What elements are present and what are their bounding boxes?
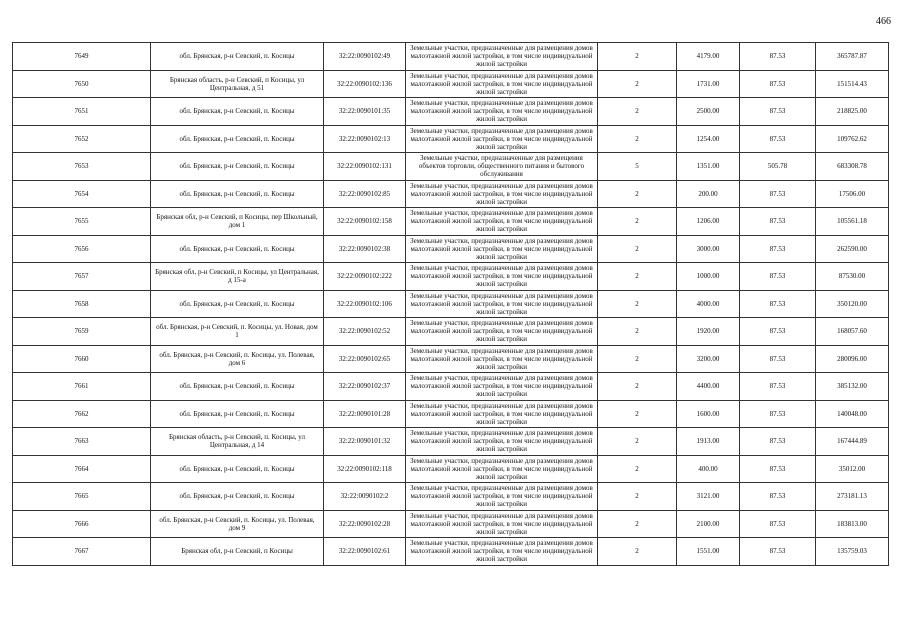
row-id-cell: 7661 bbox=[13, 373, 151, 401]
table-row bbox=[13, 263, 889, 291]
row-id-cell: 7656 bbox=[13, 235, 151, 263]
cadastral-value-cell: 35012.00 bbox=[816, 455, 889, 483]
land-use-cell: Земельные участки, предназначенные для размещения домов малоэтажной жилой застройки, в том числе индивидуальной жилой застройки bbox=[406, 373, 598, 401]
land-use-cell: Земельные участки, предназначенные для размещения домов малоэтажной жилой застройки, в том числе индивидуальной жилой застройки bbox=[406, 345, 598, 373]
row-id-cell: 7655 bbox=[13, 208, 151, 236]
area-cell: 1351.00 bbox=[677, 153, 740, 181]
cadastral-value-cell: 280096.00 bbox=[816, 345, 889, 373]
land-use-cell: Земельные участки, предназначенные для размещения домов малоэтажной жилой застройки, в том числе индивидуальной жилой застройки bbox=[406, 455, 598, 483]
cadastral-number-cell: 32:22:0090102:2 bbox=[324, 483, 406, 511]
group-cell: 2 bbox=[598, 263, 677, 291]
table-row bbox=[13, 153, 889, 181]
cadastral-value-cell: 87530.00 bbox=[816, 263, 889, 291]
area-cell: 3000.00 bbox=[677, 235, 740, 263]
land-use-cell: Земельные участки, предназначенные для размещения объектов торговли, общественного питания и бытового обслуживания bbox=[406, 153, 598, 181]
row-id-cell: 7651 bbox=[13, 98, 151, 126]
cadastral-value-cell: 151514.43 bbox=[816, 70, 889, 98]
table-row bbox=[13, 455, 889, 483]
address-cell: обл. Брянская, р-н Севский, п. Косицы bbox=[151, 373, 324, 401]
area-cell: 400.00 bbox=[677, 455, 740, 483]
group-cell: 2 bbox=[598, 290, 677, 318]
group-cell: 2 bbox=[598, 400, 677, 428]
cadastral-number-cell: 32:22:0090102:38 bbox=[324, 235, 406, 263]
address-cell: обл. Брянская, р-н Севский, п. Косицы, ул. Новая, дом 1 bbox=[151, 318, 324, 346]
rate-cell: 87.53 bbox=[740, 235, 816, 263]
address-cell: обл. Брянская, р-н Севский, п. Косицы bbox=[151, 153, 324, 181]
rate-cell: 87.53 bbox=[740, 483, 816, 511]
area-cell: 1731.00 bbox=[677, 70, 740, 98]
row-id-cell: 7653 bbox=[13, 153, 151, 181]
address-cell: Брянская обл, р-н Севский, п Косицы bbox=[151, 538, 324, 566]
area-cell: 4400.00 bbox=[677, 373, 740, 401]
rate-cell: 87.53 bbox=[740, 290, 816, 318]
row-id-cell: 7660 bbox=[13, 345, 151, 373]
land-use-cell: Земельные участки, предназначенные для размещения домов малоэтажной жилой застройки, в том числе индивидуальной жилой застройки bbox=[406, 483, 598, 511]
row-id-cell: 7657 bbox=[13, 263, 151, 291]
cadastral-number-cell: 32:22:0090102:37 bbox=[324, 373, 406, 401]
cadastral-number-cell: 32:22:0090101:32 bbox=[324, 428, 406, 456]
cadastral-value-cell: 140048.00 bbox=[816, 400, 889, 428]
cadastral-number-cell: 32:22:0090102:65 bbox=[324, 345, 406, 373]
land-use-cell: Земельные участки, предназначенные для размещения домов малоэтажной жилой застройки, в том числе индивидуальной жилой застройки bbox=[406, 43, 598, 71]
group-cell: 2 bbox=[598, 373, 677, 401]
cadastral-number-cell: 32:22:0090102:106 bbox=[324, 290, 406, 318]
area-cell: 2100.00 bbox=[677, 510, 740, 538]
cadastral-value-cell: 168057.60 bbox=[816, 318, 889, 346]
cadastral-value-cell: 17506.00 bbox=[816, 180, 889, 208]
address-cell: обл. Брянская, р-н Севский, п. Косицы bbox=[151, 98, 324, 126]
row-id-cell: 7658 bbox=[13, 290, 151, 318]
group-cell: 2 bbox=[598, 455, 677, 483]
land-use-cell: Земельные участки, предназначенные для размещения домов малоэтажной жилой застройки, в том числе индивидуальной жилой застройки bbox=[406, 70, 598, 98]
table-row bbox=[13, 373, 889, 401]
area-cell: 3200.00 bbox=[677, 345, 740, 373]
row-id-cell: 7650 bbox=[13, 70, 151, 98]
cadastral-value-cell: 365787.87 bbox=[816, 43, 889, 71]
table-row bbox=[13, 290, 889, 318]
area-cell: 200.00 bbox=[677, 180, 740, 208]
address-cell: обл. Брянская, р-н Севский, п. Косицы bbox=[151, 125, 324, 153]
area-cell: 4000.00 bbox=[677, 290, 740, 318]
row-id-cell: 7654 bbox=[13, 180, 151, 208]
table-row bbox=[13, 428, 889, 456]
address-cell: Брянская область, р-н Севский, п. Косицы, ул Центральная, д 14 bbox=[151, 428, 324, 456]
table-row bbox=[13, 235, 889, 263]
cadastral-number-cell: 32:22:0090102:118 bbox=[324, 455, 406, 483]
group-cell: 2 bbox=[598, 538, 677, 566]
area-cell: 2500.00 bbox=[677, 98, 740, 126]
row-id-cell: 7662 bbox=[13, 400, 151, 428]
address-cell: обл. Брянская, р-н Севский, п. Косицы bbox=[151, 455, 324, 483]
land-use-cell: Земельные участки, предназначенные для размещения домов малоэтажной жилой застройки, в том числе индивидуальной жилой застройки bbox=[406, 428, 598, 456]
table-row bbox=[13, 345, 889, 373]
cadastral-value-cell: 683308.78 bbox=[816, 153, 889, 181]
row-id-cell: 7664 bbox=[13, 455, 151, 483]
cadastral-number-cell: 32:22:0090101:28 bbox=[324, 400, 406, 428]
table-body bbox=[13, 43, 889, 566]
row-id-cell: 7663 bbox=[13, 428, 151, 456]
land-use-cell: Земельные участки, предназначенные для размещения домов малоэтажной жилой застройки, в том числе индивидуальной жилой застройки bbox=[406, 263, 598, 291]
table-row bbox=[13, 483, 889, 511]
table-row bbox=[13, 180, 889, 208]
area-cell: 1551.00 bbox=[677, 538, 740, 566]
cadastral-number-cell: 32:22:0090102:61 bbox=[324, 538, 406, 566]
rate-cell: 87.53 bbox=[740, 538, 816, 566]
address-cell: обл. Брянская, р-н Севский, п. Косицы, ул. Полевая, дом 6 bbox=[151, 345, 324, 373]
rate-cell: 87.53 bbox=[740, 318, 816, 346]
cadastral-number-cell: 32:22:0090101:35 bbox=[324, 98, 406, 126]
row-id-cell: 7649 bbox=[13, 43, 151, 71]
area-cell: 3121.00 bbox=[677, 483, 740, 511]
group-cell: 2 bbox=[598, 43, 677, 71]
cadastral-value-cell: 218825.00 bbox=[816, 98, 889, 126]
cadastral-number-cell: 32:22:0090102:131 bbox=[324, 153, 406, 181]
address-cell: Брянская обл, р-н Севский, п Косицы, ул Центральная, д 15-а bbox=[151, 263, 324, 291]
land-use-cell: Земельные участки, предназначенные для размещения домов малоэтажной жилой застройки, в том числе индивидуальной жилой застройки bbox=[406, 98, 598, 126]
address-cell: Брянская обл, р-н Севский, п Косицы, пер Школьный, дом 1 bbox=[151, 208, 324, 236]
cadastral-value-cell: 385132.00 bbox=[816, 373, 889, 401]
land-use-cell: Земельные участки, предназначенные для размещения домов малоэтажной жилой застройки, в том числе индивидуальной жилой застройки bbox=[406, 510, 598, 538]
group-cell: 2 bbox=[598, 70, 677, 98]
table-row bbox=[13, 70, 889, 98]
group-cell: 2 bbox=[598, 510, 677, 538]
page-number: 466 bbox=[876, 16, 891, 27]
area-cell: 1920.00 bbox=[677, 318, 740, 346]
address-cell: обл. Брянская, р-н Севский, п. Косицы bbox=[151, 180, 324, 208]
cadastral-value-table bbox=[12, 42, 889, 566]
address-cell: обл. Брянская, р-н Севский, п. Косицы, ул. Полевая, дом 9 bbox=[151, 510, 324, 538]
group-cell: 2 bbox=[598, 98, 677, 126]
rate-cell: 87.53 bbox=[740, 345, 816, 373]
cadastral-number-cell: 32:22:0090102:28 bbox=[324, 510, 406, 538]
cadastral-value-cell: 135759.03 bbox=[816, 538, 889, 566]
land-use-cell: Земельные участки, предназначенные для размещения домов малоэтажной жилой застройки, в том числе индивидуальной жилой застройки bbox=[406, 290, 598, 318]
area-cell: 1600.00 bbox=[677, 400, 740, 428]
rate-cell: 87.53 bbox=[740, 98, 816, 126]
group-cell: 2 bbox=[598, 208, 677, 236]
group-cell: 2 bbox=[598, 235, 677, 263]
cadastral-value-cell: 105561.18 bbox=[816, 208, 889, 236]
cadastral-value-cell: 109762.62 bbox=[816, 125, 889, 153]
area-cell: 4179.00 bbox=[677, 43, 740, 71]
row-id-cell: 7665 bbox=[13, 483, 151, 511]
land-use-cell: Земельные участки, предназначенные для размещения домов малоэтажной жилой застройки, в том числе индивидуальной жилой застройки bbox=[406, 318, 598, 346]
table-row bbox=[13, 538, 889, 566]
cadastral-value-cell: 167444.89 bbox=[816, 428, 889, 456]
table-row bbox=[13, 318, 889, 346]
cadastral-value-cell: 273181.13 bbox=[816, 483, 889, 511]
cadastral-number-cell: 32:22:0090102:13 bbox=[324, 125, 406, 153]
group-cell: 2 bbox=[598, 318, 677, 346]
area-cell: 1913.00 bbox=[677, 428, 740, 456]
rate-cell: 87.53 bbox=[740, 400, 816, 428]
row-id-cell: 7652 bbox=[13, 125, 151, 153]
group-cell: 2 bbox=[598, 125, 677, 153]
cadastral-value-cell: 262590.00 bbox=[816, 235, 889, 263]
rate-cell: 87.53 bbox=[740, 180, 816, 208]
rate-cell: 87.53 bbox=[740, 70, 816, 98]
table-row bbox=[13, 98, 889, 126]
rate-cell: 87.53 bbox=[740, 263, 816, 291]
group-cell: 2 bbox=[598, 345, 677, 373]
cadastral-value-cell: 183813.00 bbox=[816, 510, 889, 538]
table-row bbox=[13, 43, 889, 71]
rate-cell: 87.53 bbox=[740, 428, 816, 456]
cadastral-value-cell: 350120.00 bbox=[816, 290, 889, 318]
rate-cell: 87.53 bbox=[740, 455, 816, 483]
land-use-cell: Земельные участки, предназначенные для размещения домов малоэтажной жилой застройки, в том числе индивидуальной жилой застройки bbox=[406, 538, 598, 566]
address-cell: обл. Брянская, р-н Севский, п. Косицы bbox=[151, 43, 324, 71]
row-id-cell: 7666 bbox=[13, 510, 151, 538]
rate-cell: 87.53 bbox=[740, 125, 816, 153]
address-cell: обл. Брянская, р-н Севский, п. Косицы bbox=[151, 483, 324, 511]
area-cell: 1206.00 bbox=[677, 208, 740, 236]
rate-cell: 87.53 bbox=[740, 43, 816, 71]
rate-cell: 505.78 bbox=[740, 153, 816, 181]
address-cell: обл. Брянская, р-н Севский, п. Косицы bbox=[151, 400, 324, 428]
group-cell: 2 bbox=[598, 483, 677, 511]
table-row bbox=[13, 208, 889, 236]
land-use-cell: Земельные участки, предназначенные для размещения домов малоэтажной жилой застройки, в том числе индивидуальной жилой застройки bbox=[406, 208, 598, 236]
address-cell: Брянская область, р-н Севский, п Косицы, ул Центральная, д 51 bbox=[151, 70, 324, 98]
land-use-cell: Земельные участки, предназначенные для размещения домов малоэтажной жилой застройки, в том числе индивидуальной жилой застройки bbox=[406, 235, 598, 263]
table-row bbox=[13, 125, 889, 153]
table-row bbox=[13, 510, 889, 538]
rate-cell: 87.53 bbox=[740, 510, 816, 538]
group-cell: 2 bbox=[598, 428, 677, 456]
group-cell: 2 bbox=[598, 180, 677, 208]
group-cell: 5 bbox=[598, 153, 677, 181]
address-cell: обл. Брянская, р-н Севский, п. Косицы bbox=[151, 290, 324, 318]
land-use-cell: Земельные участки, предназначенные для размещения домов малоэтажной жилой застройки, в том числе индивидуальной жилой застройки bbox=[406, 180, 598, 208]
land-use-cell: Земельные участки, предназначенные для размещения домов малоэтажной жилой застройки, в том числе индивидуальной жилой застройки bbox=[406, 125, 598, 153]
rate-cell: 87.53 bbox=[740, 373, 816, 401]
address-cell: обл. Брянская, р-н Севский, п. Косицы bbox=[151, 235, 324, 263]
cadastral-number-cell: 32:22:0090102:52 bbox=[324, 318, 406, 346]
land-use-cell: Земельные участки, предназначенные для размещения домов малоэтажной жилой застройки, в том числе индивидуальной жилой застройки bbox=[406, 400, 598, 428]
cadastral-number-cell: 32:22:0090102:136 bbox=[324, 70, 406, 98]
cadastral-number-cell: 32:22:0090102:158 bbox=[324, 208, 406, 236]
row-id-cell: 7667 bbox=[13, 538, 151, 566]
cadastral-number-cell: 32:22:0090102:49 bbox=[324, 43, 406, 71]
cadastral-number-cell: 32:22:0090102:85 bbox=[324, 180, 406, 208]
cadastral-number-cell: 32:22:0090102:222 bbox=[324, 263, 406, 291]
table-row bbox=[13, 400, 889, 428]
area-cell: 1000.00 bbox=[677, 263, 740, 291]
row-id-cell: 7659 bbox=[13, 318, 151, 346]
rate-cell: 87.53 bbox=[740, 208, 816, 236]
area-cell: 1254.00 bbox=[677, 125, 740, 153]
